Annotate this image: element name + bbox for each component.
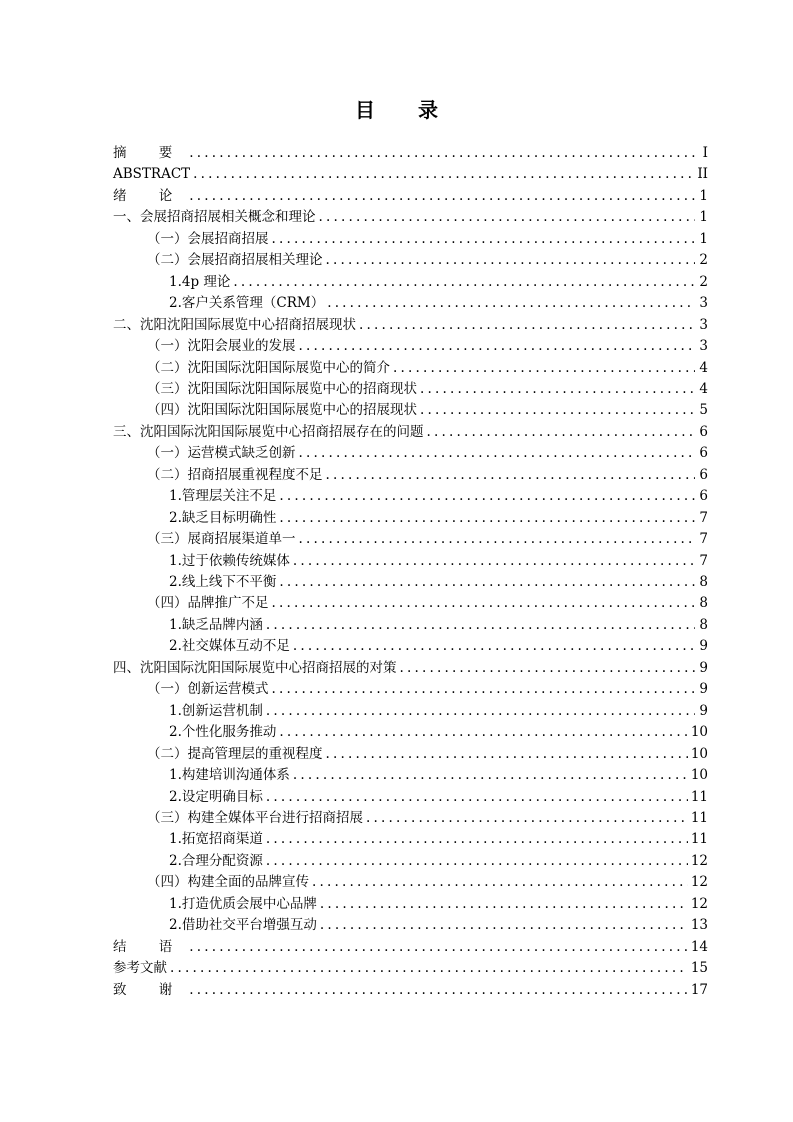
toc-entry-label: （一）会展招商招展 (147, 230, 269, 247)
toc-page-number: 9 (699, 659, 708, 676)
toc-entry-label: 三、沈阳国际沈阳国际展览中心招商招展存在的问题 (113, 423, 424, 440)
toc-entry-label: 1.缺乏品牌内涵 (169, 616, 263, 633)
toc-page-number: 9 (699, 681, 708, 698)
toc-entry[interactable] (113, 207, 708, 227)
toc-entry-label: 结 语 (113, 938, 187, 955)
toc-entry-label: 1.创新运营机制 (169, 702, 263, 719)
toc-leader-dots (189, 186, 695, 206)
toc-entry[interactable] (169, 829, 708, 849)
toc-page-number: 6 (699, 488, 708, 505)
toc-page-number: 8 (699, 616, 708, 633)
toc-page-number: 12 (690, 852, 708, 869)
toc-leader-dots (320, 915, 688, 935)
toc-page-number: 9 (699, 638, 708, 655)
toc-page-number: 3 (699, 338, 708, 355)
toc-entry[interactable] (147, 593, 708, 613)
toc-leader-dots (279, 722, 687, 742)
toc-entry[interactable] (169, 765, 708, 785)
toc-entry[interactable] (147, 529, 708, 549)
toc-entry-label: （三）展商招展渠道单一 (147, 531, 296, 548)
toc-page-number: 6 (699, 466, 708, 483)
toc-page-number: 1 (699, 230, 708, 247)
toc-entry[interactable] (113, 164, 708, 184)
toc-entry-label: 一、会展招商招展相关概念和理论 (113, 209, 316, 226)
toc-entry-label: 1.管理层关注不足 (169, 488, 277, 505)
toc-page-number: I (702, 145, 708, 161)
toc-entry[interactable] (169, 915, 708, 935)
toc-page-number: 7 (699, 509, 708, 526)
toc-entry[interactable] (169, 551, 708, 571)
toc-entry-label: 1.构建培训沟通体系 (169, 767, 290, 784)
toc-page-number: 10 (690, 745, 708, 762)
toc-entry-label: 致 谢 (113, 981, 187, 998)
toc-entry[interactable] (147, 443, 708, 463)
toc-entry-label: ABSTRACT (113, 166, 191, 183)
toc-leader-dots (266, 615, 695, 635)
toc-entry[interactable] (147, 808, 708, 828)
toc-page-number: 10 (690, 767, 708, 784)
toc-entry[interactable] (169, 615, 708, 635)
toc-entry[interactable] (169, 572, 708, 592)
toc-leader-dots (279, 486, 695, 506)
toc-leader-dots (420, 379, 695, 399)
toc-page-number: 3 (699, 316, 708, 333)
toc-entry[interactable] (169, 272, 708, 292)
toc-entry-label: （二）提高管理层的重视程度 (147, 745, 323, 762)
toc-leader-dots (266, 851, 688, 871)
toc-entry[interactable] (169, 894, 708, 914)
toc-entry-label: 2.借助社交平台增强互动 (169, 917, 317, 934)
toc-leader-dots (193, 164, 694, 184)
toc-page-number: 4 (699, 380, 708, 397)
toc-leader-dots (279, 508, 695, 528)
toc-leader-dots (272, 229, 696, 249)
toc-title: 目 录 (355, 98, 456, 122)
toc-entry-label: 参考文献 (113, 960, 167, 977)
toc-entry[interactable] (147, 358, 708, 378)
toc-leader-dots (326, 465, 696, 485)
toc-entry-label: （二）会展招商招展相关理论 (147, 252, 323, 269)
toc-entry[interactable] (113, 937, 708, 957)
toc-page-number: 12 (690, 874, 708, 891)
toc-page-number: 7 (699, 552, 708, 569)
toc-entry[interactable] (113, 186, 708, 206)
toc-page-number: 2 (699, 252, 708, 269)
toc-leader-dots (327, 293, 695, 313)
toc-entry-label: 2.客户关系管理（CRM） (169, 295, 325, 312)
toc-entry[interactable] (147, 465, 708, 485)
toc-entry-label: 1.4p 理论 (169, 273, 231, 290)
toc-entry[interactable] (169, 851, 708, 871)
toc-entry-label: 1.过于依赖传统媒体 (169, 552, 290, 569)
toc-page-number: 6 (699, 423, 708, 440)
toc-page-number: 9 (699, 702, 708, 719)
toc-page-number: 13 (690, 917, 708, 934)
toc-leader-dots (420, 400, 695, 420)
toc-page-number: 11 (690, 809, 708, 826)
toc-entry[interactable] (147, 250, 708, 270)
toc-page-number: 11 (690, 788, 708, 805)
toc-entry[interactable] (113, 143, 708, 163)
toc-leader-dots (272, 679, 696, 699)
toc-leader-dots (266, 787, 688, 807)
toc-entry-label: （四）构建全面的品牌宣传 (147, 874, 309, 891)
toc-entry-label: 2.缺乏目标明确性 (169, 509, 277, 526)
toc-entry-label: 绪 论 (113, 187, 187, 204)
toc-entry-label: 2.线上线下不平衡 (169, 574, 277, 590)
toc-entry[interactable] (147, 229, 708, 249)
toc-entry-label: （一）沈阳会展业的发展 (147, 338, 296, 355)
toc-page-number: 11 (690, 831, 708, 848)
toc-page-number: 8 (699, 595, 708, 612)
toc-entry-label: （二）沈阳国际沈阳国际展览中心的简介 (147, 359, 390, 376)
toc-entry[interactable] (113, 958, 708, 978)
toc-leader-dots (299, 443, 696, 463)
toc-leader-dots (312, 872, 688, 892)
toc-leader-dots (326, 744, 688, 764)
toc-leader-dots (299, 336, 696, 356)
toc-entry-label: 2.个性化服务推动 (169, 724, 277, 741)
toc-leader-dots (293, 551, 695, 571)
toc-leader-dots (272, 593, 696, 613)
toc-entry[interactable] (113, 658, 708, 678)
toc-page-number: 7 (699, 531, 708, 548)
toc-entry-label: （三）沈阳国际沈阳国际展览中心的招商现状 (147, 380, 417, 397)
toc-entry-label: 2.设定明确目标 (169, 788, 263, 805)
toc-entry[interactable] (147, 400, 708, 420)
toc-entry-label: （一）运营模式缺乏创新 (147, 445, 296, 462)
toc-entry-label: 2.合理分配资源 (169, 852, 263, 869)
toc-leader-dots (427, 422, 696, 442)
toc-entry[interactable] (169, 293, 708, 313)
toc-entry-label: （四）品牌推广不足 (147, 595, 269, 612)
toc-page-number: 17 (690, 981, 708, 998)
toc-leader-dots (400, 658, 696, 678)
toc-entry-label: 1.拓宽招商渠道 (169, 831, 263, 848)
toc-entry[interactable] (147, 872, 708, 892)
toc-leader-dots (326, 250, 696, 270)
toc-entry-label: （一）创新运营模式 (147, 681, 269, 698)
toc-entry-label: 四、沈阳国际沈阳国际展览中心招商招展的对策 (113, 659, 397, 676)
toc-entry[interactable] (147, 379, 708, 399)
toc-page-number: 10 (690, 724, 708, 741)
toc-entry[interactable] (113, 315, 708, 335)
toc-page-number: 15 (690, 960, 708, 977)
toc-leader-dots (170, 958, 688, 978)
toc-leader-dots (366, 808, 688, 828)
toc-leader-dots (319, 207, 696, 227)
toc-leader-dots (189, 937, 688, 957)
toc-leader-dots (359, 315, 695, 335)
toc-entry[interactable] (169, 486, 708, 506)
toc-page-number: 6 (699, 445, 708, 462)
toc-leader-dots (233, 272, 695, 292)
toc-leader-dots (279, 572, 695, 592)
toc-leader-dots (266, 829, 688, 849)
toc-leader-dots (189, 980, 688, 1000)
toc-entry[interactable] (113, 980, 708, 1000)
toc-entry[interactable] (169, 636, 708, 656)
toc-page-number: II (697, 166, 708, 183)
toc-entry-label: 二、沈阳沈阳国际展览中心招商招展现状 (113, 316, 356, 333)
toc-leader-dots (266, 701, 695, 721)
toc-leader-dots (320, 894, 688, 914)
toc-entry[interactable] (169, 701, 708, 721)
toc-page-number: 1 (699, 187, 708, 204)
toc-entry[interactable] (169, 508, 708, 528)
toc-leader-dots (299, 529, 696, 549)
toc-page-number: 8 (699, 574, 708, 590)
toc-page-number: 4 (699, 359, 708, 376)
toc-page-number: 5 (699, 402, 708, 419)
toc-entry[interactable] (147, 336, 708, 356)
toc-entry-label: （三）构建全媒体平台进行招商招展 (147, 809, 363, 826)
toc-entry[interactable] (169, 787, 708, 807)
toc-entry-label: （二）招商招展重视程度不足 (147, 466, 323, 483)
toc-entry-label: 2.社交媒体互动不足 (169, 638, 290, 655)
toc-page-number: 3 (699, 295, 708, 312)
toc-page-number: 12 (690, 895, 708, 912)
toc-entry[interactable] (147, 679, 708, 699)
toc-page-number: 2 (699, 273, 708, 290)
toc-page-number: 14 (690, 938, 708, 955)
toc-leader-dots (393, 358, 695, 378)
toc-leader-dots (293, 636, 695, 656)
toc-entry[interactable] (169, 722, 708, 742)
toc-entry-label: 1.打造优质会展中心品牌 (169, 895, 317, 912)
toc-entry-label: （四）沈阳国际沈阳国际展览中心的招展现状 (147, 402, 417, 419)
toc-entry[interactable] (113, 422, 708, 442)
toc-leader-dots (189, 143, 695, 163)
toc-entry[interactable] (147, 744, 708, 764)
toc-page-number: 1 (699, 209, 708, 226)
toc-entry-label: 摘 要 (113, 145, 187, 161)
toc-leader-dots (293, 765, 688, 785)
